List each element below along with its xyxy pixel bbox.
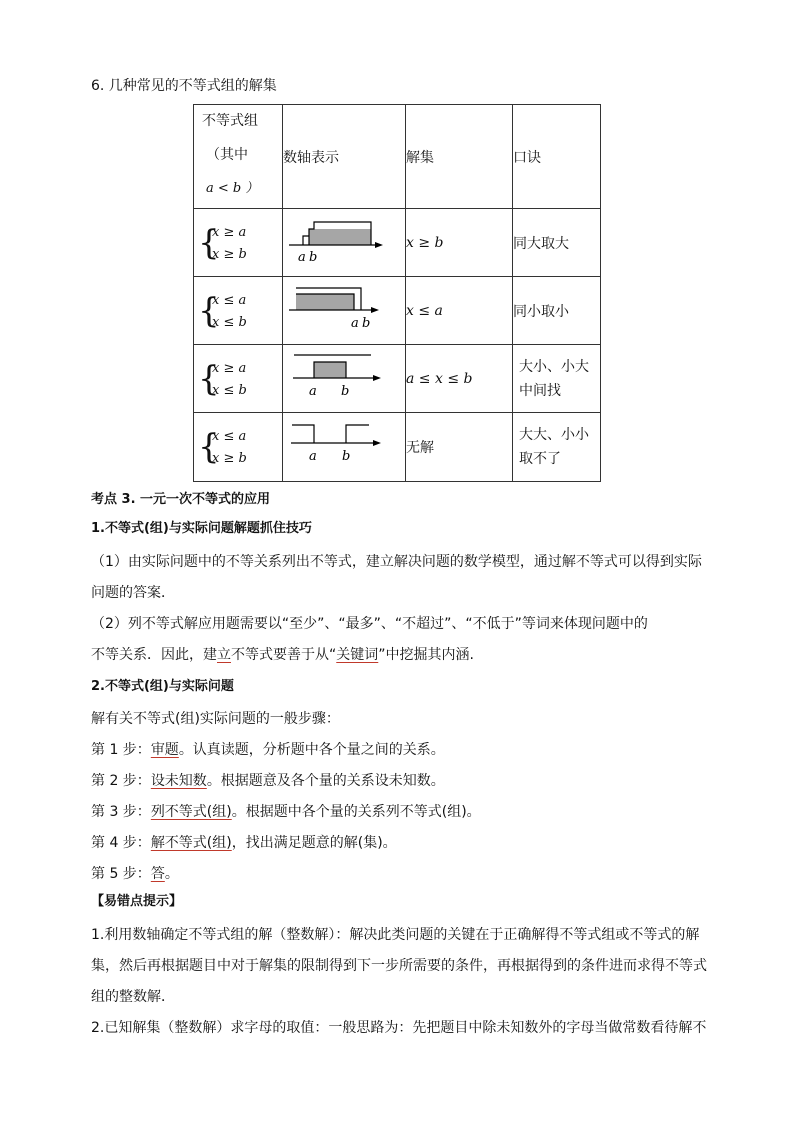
solution-set: x ≥ b [406,209,513,277]
inequality-system: { x ≥ a x ≥ b [194,209,283,277]
label-a: a [309,449,317,464]
label-b: b [362,316,371,331]
number-line-diagram [283,209,406,272]
inequality-system: { x ≥ a x ≤ b [194,345,283,413]
solution-set: x ≤ a [406,277,513,345]
rhyme: 同小取小 [513,277,601,345]
label-a: a [351,316,359,331]
paragraph-line: 1.利用数轴确定不等式组的解（整数解）：解决此类问题的关键在于正确解得不等式组或不等式的解 [91,927,700,943]
step-prefix: 第 1 步： [91,742,151,758]
tips-title: 【易错点提示】 [91,894,183,909]
step-text: 。根据题中各个量的关系列不等式(组)。 [231,804,481,820]
inequality-line: x ≥ b [212,451,247,466]
paragraph-line: 2.已知解集（整数解）求字母的取值：一般思路为：先把题目中除未知数外的字母当做常数看待解不 [91,1020,707,1036]
section-heading: 6. 几种常见的不等式组的解集 [91,78,277,94]
inequality-system: { x ≤ a x ≥ b [194,413,283,482]
table-row [194,413,601,482]
rhyme-line: 大小、小大 [519,358,589,375]
step-keyword: 列不等式(组) [150,804,232,820]
number-line-diagram [283,277,406,340]
step-keyword: 答 [150,866,165,882]
table-row [194,277,601,345]
label-b: b [342,449,351,464]
inequality-system: { x ≤ a x ≤ b [194,277,283,345]
paragraph-line: 集，然后再根据题目中对于解集的限制得到下一步所需要的条件，再根据得到的条件进而求得不等式 [91,958,707,974]
step-keyword: 设未知数 [150,773,207,789]
underlined-text: 立 [217,647,231,663]
number-line-cell [283,209,406,277]
header-rhyme: 口诀 [513,105,601,209]
paragraph-line [91,645,474,665]
inequality-table [193,104,601,482]
number-line-cell [283,413,406,482]
text-span: 不等关系．因此，建 [91,647,217,663]
label-a: a [309,384,317,399]
section-title: 考点 3. 一元一次不等式的应用 [91,492,271,507]
table-row [194,209,601,277]
header-label: a < b ） [206,180,259,196]
step-prefix: 第 3 步： [91,804,151,820]
paragraph-line: （1）由实际问题中的不等关系列出不等式，建立解决问题的数学模型，通过解不等式可以得到实际 [91,554,702,570]
step-prefix: 第 5 步： [91,866,151,882]
step-line [91,771,445,791]
paragraph-line: 组的整数解． [91,989,175,1005]
rhyme-line: 中间找 [519,382,561,399]
step-line [91,833,397,853]
step-keyword: 审题 [150,742,179,758]
label-b: b [341,384,350,399]
rhyme-line: 取不了 [519,451,561,467]
paragraph-line: （2）列不等式解应用题需要以“至少”、“最多”、“不超过”、“不低于”等词来体现问题中的 [91,616,648,632]
step-text: 。 [164,866,179,882]
step-line [91,740,445,760]
subsection-title: 1.不等式(组)与实际问题解题抓住技巧 [91,521,312,536]
number-line-diagram [283,345,406,408]
step-keyword: 解不等式(组) [150,835,232,851]
table-header-row [194,105,601,209]
inequality-line: x ≤ a [212,429,247,444]
header-inequality-system [194,105,283,209]
subsection-title: 2.不等式(组)与实际问题 [91,679,234,694]
header-solution: 解集 [406,105,513,209]
step-line [91,802,481,822]
table-row [194,345,601,413]
paragraph-line: 解有关不等式(组)实际问题的一般步骤： [91,711,340,727]
keyword-underlined: 关键词 [336,647,379,663]
step-prefix: 第 2 步： [91,773,151,789]
label-a: a [298,250,306,265]
header-number-line: 数轴表示 [283,105,406,209]
header-label: 不等式组 [202,112,258,129]
number-line-diagram [283,413,406,477]
inequality-line: x ≥ b [212,246,247,262]
rhyme [513,345,601,413]
solution-set: 无解 [406,413,513,482]
step-text: 。根据题意及各个量的关系设未知数。 [206,773,445,789]
number-line-cell [283,277,406,345]
text-span: 不等式要善于从“ [231,647,337,663]
step-text: ，找出满足题意的解(集)。 [231,835,397,851]
rhyme [513,413,601,482]
inequality-line: x ≥ a [212,360,247,376]
inequality-line: x ≤ a [212,292,247,308]
inequality-line: x ≤ b [212,314,247,330]
step-text: 。认真读题，分析题中各个量之间的关系。 [178,742,445,758]
rhyme-line: 大大、小小 [519,427,589,443]
header-label: （其中 [206,146,248,163]
number-line-cell [283,345,406,413]
step-prefix: 第 4 步： [91,835,151,851]
paragraph-line: 问题的答案． [91,585,175,601]
rhyme: 同大取大 [513,209,601,277]
solution-set: a ≤ x ≤ b [406,345,513,413]
inequality-line: x ≥ a [212,224,247,240]
label-b: b [309,250,318,265]
inequality-line: x ≤ b [212,382,247,398]
step-line [91,864,179,884]
text-span: ”中挖掘其内涵. [378,647,474,663]
